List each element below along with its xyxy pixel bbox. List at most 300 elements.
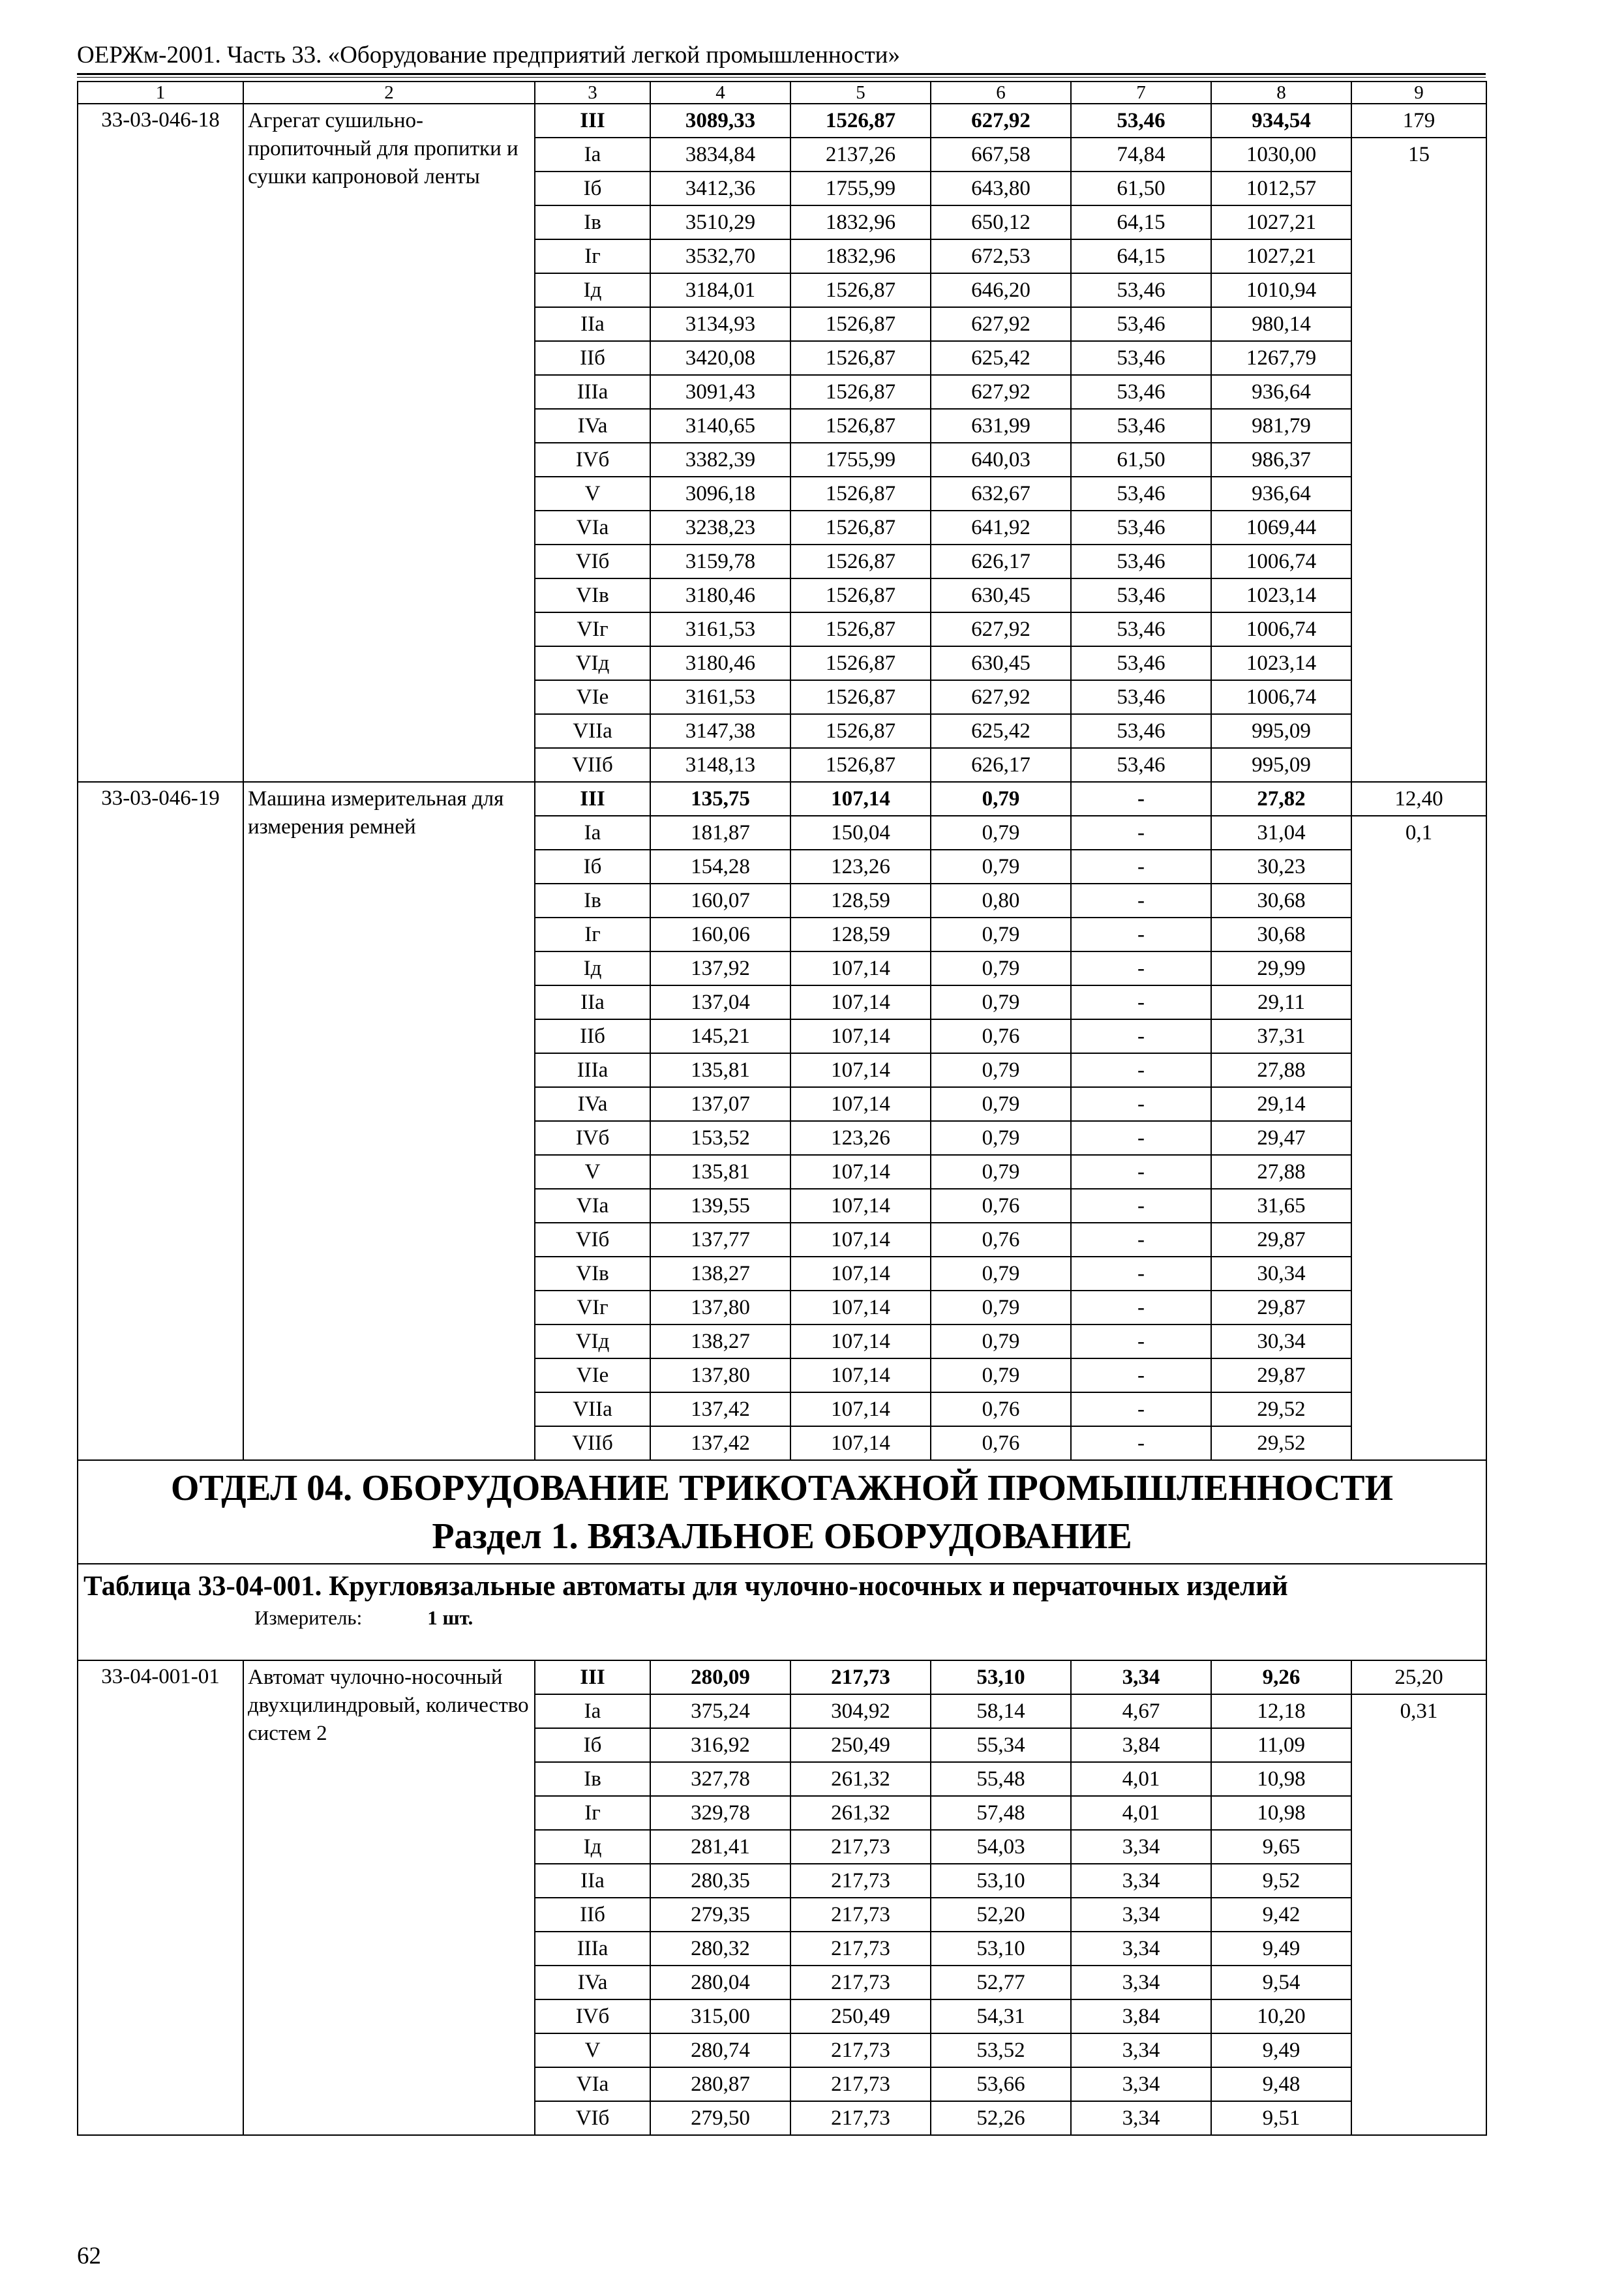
value-cell: 9,49 — [1211, 1932, 1351, 1966]
value-cell: 11,09 — [1211, 1728, 1351, 1762]
value-cell: 137,42 — [650, 1392, 790, 1426]
zone-code: IIa — [535, 1864, 650, 1898]
column-number: 7 — [1071, 82, 1211, 104]
zone-code: Iд — [535, 951, 650, 985]
value-cell: 53,46 — [1071, 104, 1211, 138]
value-cell: 1023,14 — [1211, 646, 1351, 680]
value-cell: 107,14 — [790, 1223, 931, 1257]
value-cell: 137,80 — [650, 1291, 790, 1324]
value-cell: 52,26 — [931, 2101, 1071, 2135]
value-cell: 3147,38 — [650, 714, 790, 748]
column-number-row — [78, 82, 1486, 104]
value-cell: 137,80 — [650, 1358, 790, 1392]
value-cell: 640,03 — [931, 443, 1071, 477]
value-cell: - — [1071, 1358, 1211, 1392]
value-cell: 53,66 — [931, 2067, 1071, 2101]
value-cell: 29,87 — [1211, 1291, 1351, 1324]
value-cell: 1069,44 — [1211, 511, 1351, 545]
zone-code: IVa — [535, 1966, 650, 1999]
value-cell: - — [1071, 985, 1211, 1019]
value-cell: 0,79 — [931, 985, 1071, 1019]
value-cell: 9,49 — [1211, 2033, 1351, 2067]
value-cell: 3,34 — [1071, 1932, 1211, 1966]
value-cell: 27,88 — [1211, 1053, 1351, 1087]
value-cell: 53,46 — [1071, 578, 1211, 612]
zone-code: IIa — [535, 307, 650, 341]
value-cell: 1526,87 — [790, 612, 931, 646]
value-cell: 280,35 — [650, 1864, 790, 1898]
value-cell: 217,73 — [790, 1864, 931, 1898]
value-cell: 641,92 — [931, 511, 1071, 545]
value-cell: 138,27 — [650, 1257, 790, 1291]
zone-code: Iг — [535, 918, 650, 951]
value-cell: 650,12 — [931, 205, 1071, 239]
value-cell: 1526,87 — [790, 748, 931, 782]
value-cell: 3,34 — [1071, 1660, 1211, 1694]
value-cell: 4,01 — [1071, 1796, 1211, 1830]
value-cell: 3140,65 — [650, 409, 790, 443]
zone-code: Iд — [535, 1830, 650, 1864]
value-cell: 279,50 — [650, 2101, 790, 2135]
zone-code: Iд — [535, 273, 650, 307]
value-cell: 3834,84 — [650, 138, 790, 172]
zone-code: Iг — [535, 1796, 650, 1830]
labor-cost: 12,40 — [1351, 782, 1486, 816]
column-number: 5 — [790, 82, 931, 104]
zone-code: IVб — [535, 1121, 650, 1155]
value-cell: 1526,87 — [790, 273, 931, 307]
value-cell: - — [1071, 850, 1211, 884]
zone-code: IIIa — [535, 375, 650, 409]
value-cell: 0,79 — [931, 1121, 1071, 1155]
value-cell: 10,98 — [1211, 1762, 1351, 1796]
value-cell: 1012,57 — [1211, 172, 1351, 205]
value-cell: 375,24 — [650, 1694, 790, 1728]
value-cell: - — [1071, 1223, 1211, 1257]
value-cell: 1755,99 — [790, 443, 931, 477]
value-cell: 53,10 — [931, 1864, 1071, 1898]
value-cell: 3,34 — [1071, 2033, 1211, 2067]
mass-value: 0,31 — [1351, 1694, 1486, 2135]
unit-value: 1 шт. — [427, 1606, 474, 1629]
value-cell: 30,34 — [1211, 1324, 1351, 1358]
value-cell: 217,73 — [790, 1966, 931, 1999]
value-cell: 9,51 — [1211, 2101, 1351, 2135]
value-cell: 107,14 — [790, 782, 931, 816]
value-cell: 53,46 — [1071, 477, 1211, 511]
value-cell: 217,73 — [790, 1830, 931, 1864]
value-cell: 626,17 — [931, 748, 1071, 782]
groups-after — [78, 1660, 1486, 2135]
value-cell: 672,53 — [931, 239, 1071, 273]
zone-code: IIб — [535, 1898, 650, 1932]
labor-cost: 179 — [1351, 104, 1486, 138]
value-cell: 280,87 — [650, 2067, 790, 2101]
value-cell: 74,84 — [1071, 138, 1211, 172]
value-cell: 53,46 — [1071, 341, 1211, 375]
value-cell: 1526,87 — [790, 714, 931, 748]
value-cell: 107,14 — [790, 951, 931, 985]
zone-code: Iв — [535, 884, 650, 918]
value-cell: 54,31 — [931, 1999, 1071, 2033]
value-cell: 9,52 — [1211, 1864, 1351, 1898]
value-cell: 153,52 — [650, 1121, 790, 1155]
value-cell: 0,79 — [931, 782, 1071, 816]
value-cell: 2137,26 — [790, 138, 931, 172]
resource-code: 33-03-046-18 — [78, 104, 243, 782]
value-cell: 107,14 — [790, 1291, 931, 1324]
table-row — [78, 1660, 1486, 1694]
value-cell: 53,46 — [1071, 545, 1211, 578]
value-cell: 1006,74 — [1211, 545, 1351, 578]
zone-code: VIa — [535, 511, 650, 545]
value-cell: 128,59 — [790, 918, 931, 951]
value-cell: 627,92 — [931, 680, 1071, 714]
zone-code: VIв — [535, 1257, 650, 1291]
value-cell: 630,45 — [931, 578, 1071, 612]
value-cell: 53,46 — [1071, 273, 1211, 307]
value-cell: 10,98 — [1211, 1796, 1351, 1830]
table-row — [78, 104, 1486, 138]
zone-code: VIг — [535, 1291, 650, 1324]
value-cell: 107,14 — [790, 1087, 931, 1121]
table-title: Таблица 33-04-001. Кругловязальные автоматы для чулочно-носочных и перчаточных изделий — [83, 1571, 1288, 1602]
page-header-title: ОЕРЖм-2001. Часть 33. «Оборудование предприятий легкой промышленности» — [77, 42, 900, 68]
value-cell: 0,79 — [931, 918, 1071, 951]
zone-code: VIб — [535, 1223, 650, 1257]
zone-code: V — [535, 477, 650, 511]
value-cell: 986,37 — [1211, 443, 1351, 477]
value-cell: 315,00 — [650, 1999, 790, 2033]
value-cell: 1267,79 — [1211, 341, 1351, 375]
value-cell: - — [1071, 1257, 1211, 1291]
zone-code: Iб — [535, 172, 650, 205]
value-cell: 667,58 — [931, 138, 1071, 172]
value-cell: 0,79 — [931, 1291, 1071, 1324]
value-cell: 1526,87 — [790, 477, 931, 511]
value-cell: 261,32 — [790, 1762, 931, 1796]
value-cell: 625,42 — [931, 341, 1071, 375]
section-block — [78, 1460, 1486, 1660]
value-cell: 55,48 — [931, 1762, 1071, 1796]
value-cell: 0,76 — [931, 1426, 1071, 1460]
zone-code: VIa — [535, 1189, 650, 1223]
value-cell: 9,54 — [1211, 1966, 1351, 1999]
value-cell: 145,21 — [650, 1019, 790, 1053]
value-cell: - — [1071, 884, 1211, 918]
value-cell: 137,04 — [650, 985, 790, 1019]
value-cell: 3,34 — [1071, 1830, 1211, 1864]
value-cell: 1526,87 — [790, 646, 931, 680]
labor-cost: 25,20 — [1351, 1660, 1486, 1694]
value-cell: - — [1071, 1291, 1211, 1324]
zone-code: III — [535, 1660, 650, 1694]
value-cell: 1526,87 — [790, 578, 931, 612]
value-cell: 54,03 — [931, 1830, 1071, 1864]
value-cell: 250,49 — [790, 1999, 931, 2033]
value-cell: 29,52 — [1211, 1426, 1351, 1460]
value-cell: 1526,87 — [790, 307, 931, 341]
value-cell: 304,92 — [790, 1694, 931, 1728]
value-cell: 625,42 — [931, 714, 1071, 748]
value-cell: 280,32 — [650, 1932, 790, 1966]
value-cell: 281,41 — [650, 1830, 790, 1864]
value-cell: 53,10 — [931, 1660, 1071, 1694]
zone-code: V — [535, 1155, 650, 1189]
value-cell: 1030,00 — [1211, 138, 1351, 172]
value-cell: 29,87 — [1211, 1223, 1351, 1257]
zone-code: VIг — [535, 612, 650, 646]
value-cell: 123,26 — [790, 1121, 931, 1155]
resource-code: 33-03-046-19 — [78, 782, 243, 1460]
value-cell: - — [1071, 1121, 1211, 1155]
value-cell: 4,01 — [1071, 1762, 1211, 1796]
value-cell: 135,81 — [650, 1155, 790, 1189]
value-cell: 0,76 — [931, 1019, 1071, 1053]
value-cell: 3420,08 — [650, 341, 790, 375]
value-cell: 627,92 — [931, 375, 1071, 409]
rates-table — [77, 81, 1487, 2136]
value-cell: 3148,13 — [650, 748, 790, 782]
zone-code: V — [535, 2033, 650, 2067]
value-cell: 1526,87 — [790, 545, 931, 578]
value-cell: 138,27 — [650, 1324, 790, 1358]
value-cell: - — [1071, 1324, 1211, 1358]
value-cell: 627,92 — [931, 104, 1071, 138]
zone-code: VIIa — [535, 714, 650, 748]
value-cell: 160,07 — [650, 884, 790, 918]
value-cell: 0,79 — [931, 850, 1071, 884]
column-number: 4 — [650, 82, 790, 104]
department-title: ОТДЕЛ 04. ОБОРУДОВАНИЕ ТРИКОТАЖНОЙ ПРОМЫШЛЕННОСТИ — [170, 1467, 1394, 1508]
column-number: 9 — [1351, 82, 1486, 104]
value-cell: 31,65 — [1211, 1189, 1351, 1223]
value-cell: - — [1071, 1087, 1211, 1121]
value-cell: 250,49 — [790, 1728, 931, 1762]
value-cell: 3091,43 — [650, 375, 790, 409]
value-cell: 29,52 — [1211, 1392, 1351, 1426]
value-cell: - — [1071, 816, 1211, 850]
value-cell: 280,09 — [650, 1660, 790, 1694]
zone-code: IVб — [535, 443, 650, 477]
value-cell: 181,87 — [650, 816, 790, 850]
resource-code: 33-04-001-01 — [78, 1660, 243, 2135]
column-number: 2 — [243, 82, 535, 104]
department-heading — [78, 1460, 1486, 1564]
value-cell: 329,78 — [650, 1796, 790, 1830]
zone-code: Iв — [535, 1762, 650, 1796]
value-cell: 3,34 — [1071, 2101, 1211, 2135]
value-cell: 128,59 — [790, 884, 931, 918]
value-cell: 0,79 — [931, 816, 1071, 850]
value-cell: 3238,23 — [650, 511, 790, 545]
value-cell: 1526,87 — [790, 341, 931, 375]
value-cell: 3089,33 — [650, 104, 790, 138]
header-rule — [77, 73, 1486, 75]
value-cell: 137,92 — [650, 951, 790, 985]
value-cell: 0,79 — [931, 1324, 1071, 1358]
value-cell: 37,31 — [1211, 1019, 1351, 1053]
value-cell: 52,20 — [931, 1898, 1071, 1932]
zone-code: IIa — [535, 985, 650, 1019]
value-cell: 0,79 — [931, 951, 1071, 985]
value-cell: 631,99 — [931, 409, 1071, 443]
value-cell: 0,80 — [931, 884, 1071, 918]
value-cell: 1832,96 — [790, 239, 931, 273]
unit-line — [254, 1605, 1481, 1631]
column-number: 3 — [535, 82, 650, 104]
value-cell: 107,14 — [790, 1426, 931, 1460]
zone-code: IVб — [535, 1999, 650, 2033]
value-cell: 64,15 — [1071, 239, 1211, 273]
value-cell: 1526,87 — [790, 511, 931, 545]
value-cell: 3161,53 — [650, 680, 790, 714]
value-cell: 626,17 — [931, 545, 1071, 578]
value-cell: 3532,70 — [650, 239, 790, 273]
value-cell: 217,73 — [790, 2067, 931, 2101]
value-cell: 137,42 — [650, 1426, 790, 1460]
value-cell: 280,04 — [650, 1966, 790, 1999]
value-cell: 160,06 — [650, 918, 790, 951]
zone-code: VIIб — [535, 748, 650, 782]
value-cell: 279,35 — [650, 1898, 790, 1932]
value-cell: 1027,21 — [1211, 239, 1351, 273]
value-cell: 3096,18 — [650, 477, 790, 511]
value-cell: 217,73 — [790, 1660, 931, 1694]
value-cell: 1832,96 — [790, 205, 931, 239]
value-cell: 3134,93 — [650, 307, 790, 341]
resource-name: Автомат чулочно-носочный двухцилиндровый, количество систем 2 — [243, 1660, 535, 2135]
value-cell: 53,46 — [1071, 375, 1211, 409]
zone-code: VIв — [535, 578, 650, 612]
value-cell: 3159,78 — [650, 545, 790, 578]
value-cell: 3180,46 — [650, 578, 790, 612]
value-cell: 3,34 — [1071, 1898, 1211, 1932]
value-cell: 1006,74 — [1211, 612, 1351, 646]
value-cell: 29,14 — [1211, 1087, 1351, 1121]
value-cell: 107,14 — [790, 1155, 931, 1189]
value-cell: 934,54 — [1211, 104, 1351, 138]
table-heading — [78, 1564, 1486, 1660]
value-cell: 139,55 — [650, 1189, 790, 1223]
value-cell: 53,46 — [1071, 612, 1211, 646]
value-cell: 27,88 — [1211, 1155, 1351, 1189]
zone-code: VIд — [535, 1324, 650, 1358]
value-cell: 3180,46 — [650, 646, 790, 680]
zone-code: IIб — [535, 1019, 650, 1053]
value-cell: 0,76 — [931, 1189, 1071, 1223]
value-cell: 327,78 — [650, 1762, 790, 1796]
value-cell: 646,20 — [931, 273, 1071, 307]
value-cell: 0,79 — [931, 1257, 1071, 1291]
page-number: 62 — [77, 2243, 101, 2269]
value-cell: 137,77 — [650, 1223, 790, 1257]
value-cell: 627,92 — [931, 612, 1071, 646]
value-cell: 1526,87 — [790, 375, 931, 409]
value-cell: 30,23 — [1211, 850, 1351, 884]
value-cell: 1755,99 — [790, 172, 931, 205]
value-cell: 30,68 — [1211, 918, 1351, 951]
value-cell: - — [1071, 1019, 1211, 1053]
value-cell: 217,73 — [790, 1932, 931, 1966]
value-cell: 30,34 — [1211, 1257, 1351, 1291]
value-cell: 53,46 — [1071, 307, 1211, 341]
zone-code: Iб — [535, 850, 650, 884]
value-cell: 9,26 — [1211, 1660, 1351, 1694]
unit-label: Измеритель: — [254, 1606, 363, 1629]
value-cell: 53,46 — [1071, 511, 1211, 545]
value-cell: 261,32 — [790, 1796, 931, 1830]
value-cell: 981,79 — [1211, 409, 1351, 443]
value-cell: - — [1071, 1189, 1211, 1223]
value-cell: 107,14 — [790, 1392, 931, 1426]
value-cell: - — [1071, 918, 1211, 951]
section-title: Раздел 1. ВЯЗАЛЬНОЕ ОБОРУДОВАНИЕ — [432, 1516, 1132, 1557]
value-cell: 627,92 — [931, 307, 1071, 341]
resource-name: Агрегат сушильно-пропиточный для пропитки и сушки капроновой ленты — [243, 104, 535, 782]
zone-code: Iб — [535, 1728, 650, 1762]
value-cell: 107,14 — [790, 1358, 931, 1392]
value-cell: 53,10 — [931, 1932, 1071, 1966]
zone-code: Ia — [535, 1694, 650, 1728]
column-number: 1 — [78, 82, 243, 104]
column-number: 8 — [1211, 82, 1351, 104]
value-cell: 3,34 — [1071, 1966, 1211, 1999]
table-row — [78, 782, 1486, 816]
value-cell: 107,14 — [790, 1257, 931, 1291]
value-cell: 9,65 — [1211, 1830, 1351, 1864]
value-cell: 10,20 — [1211, 1999, 1351, 2033]
value-cell: 55,34 — [931, 1728, 1071, 1762]
value-cell: 53,46 — [1071, 714, 1211, 748]
value-cell: 52,77 — [931, 1966, 1071, 1999]
value-cell: - — [1071, 782, 1211, 816]
value-cell: 995,09 — [1211, 748, 1351, 782]
value-cell: 53,46 — [1071, 646, 1211, 680]
value-cell: 123,26 — [790, 850, 931, 884]
zone-code: IVa — [535, 1087, 650, 1121]
zone-code: Ia — [535, 816, 650, 850]
zone-code: IVa — [535, 409, 650, 443]
value-cell: 29,99 — [1211, 951, 1351, 985]
value-cell: 1526,87 — [790, 680, 931, 714]
mass-value: 0,1 — [1351, 816, 1486, 1460]
value-cell: 643,80 — [931, 172, 1071, 205]
zone-code: VIIa — [535, 1392, 650, 1426]
value-cell: 0,79 — [931, 1155, 1071, 1189]
value-cell: 58,14 — [931, 1694, 1071, 1728]
value-cell: 53,46 — [1071, 409, 1211, 443]
zone-code: VIб — [535, 2101, 650, 2135]
value-cell: - — [1071, 1053, 1211, 1087]
value-cell: 0,79 — [931, 1053, 1071, 1087]
value-cell: 1027,21 — [1211, 205, 1351, 239]
value-cell: 0,76 — [931, 1223, 1071, 1257]
value-cell: 1526,87 — [790, 409, 931, 443]
value-cell: 630,45 — [931, 646, 1071, 680]
zone-code: VIд — [535, 646, 650, 680]
zone-code: Iг — [535, 239, 650, 273]
zone-code: IIIa — [535, 1053, 650, 1087]
value-cell: 57,48 — [931, 1796, 1071, 1830]
value-cell: 1526,87 — [790, 104, 931, 138]
value-cell: 3,84 — [1071, 1728, 1211, 1762]
value-cell: 107,14 — [790, 1019, 931, 1053]
value-cell: 107,14 — [790, 985, 931, 1019]
zone-code: Iв — [535, 205, 650, 239]
value-cell: 3510,29 — [650, 205, 790, 239]
value-cell: 0,76 — [931, 1392, 1071, 1426]
